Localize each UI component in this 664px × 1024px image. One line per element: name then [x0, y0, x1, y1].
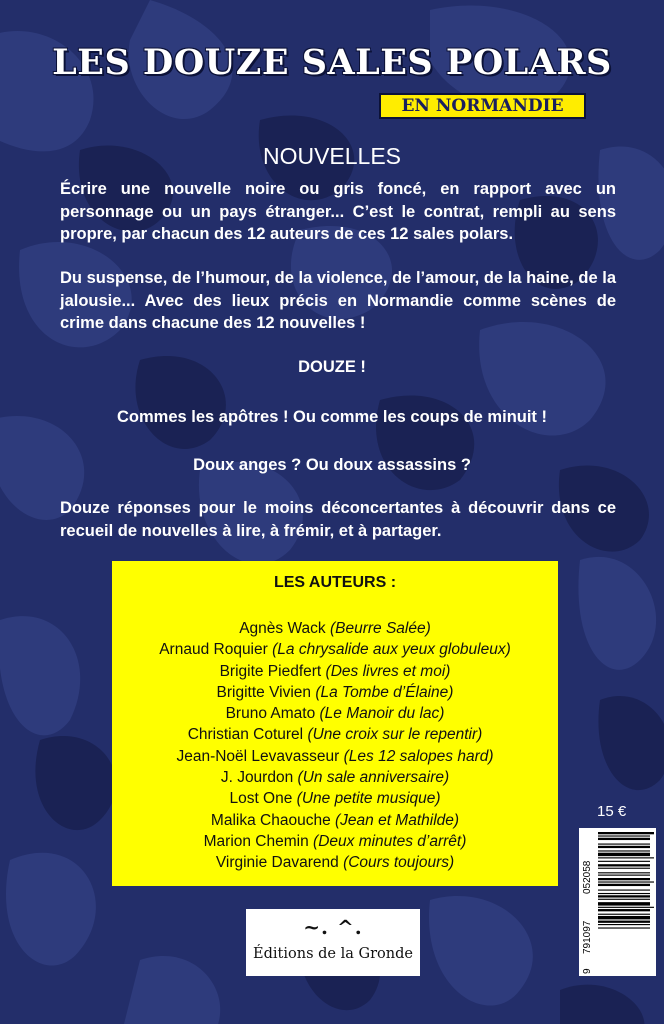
barcode-bar: [598, 868, 650, 869]
barcode-bar: [598, 861, 650, 862]
barcode-bar: [598, 832, 654, 834]
isbn-barcode: [579, 828, 656, 976]
barcode-digit-group: 052058: [582, 860, 593, 894]
price-label: 15 €: [597, 803, 627, 820]
author-work: (Jean et Mathilde): [335, 811, 460, 829]
author-name: Marion Chemin: [203, 832, 309, 850]
apotres-line: Commes les apôtres ! Ou comme les coups de minuit !: [116, 408, 548, 426]
author-item: [112, 639, 558, 660]
publisher-box: [246, 909, 420, 976]
subtitle-badge: EN NORMANDIE: [379, 93, 586, 119]
blurb-paragraph-1: Écrire une nouvelle noire ou gris foncé, en rapport avec un personnage ou un pays étranger... C’est le contrat, rempli au sens propre, par chacun des 12 auteurs de ces 12 sales polars.: [60, 180, 616, 243]
barcode-bars: [598, 830, 654, 974]
barcode-digit-group: 791097: [582, 920, 593, 954]
author-item: [112, 661, 558, 682]
barcode-bar: [598, 895, 650, 897]
barcode-bar: [598, 907, 654, 908]
author-work: (La Tombe d’Élaine): [315, 683, 454, 701]
author-name: Virginie Davarend: [215, 854, 339, 872]
barcode-bar: [598, 872, 650, 873]
author-name: Malika Chaouche: [210, 811, 331, 829]
author-item: [112, 746, 558, 767]
author-work: (Deux minutes d’arrêt): [313, 832, 467, 850]
barcode-bar: [598, 909, 650, 911]
blurb-paragraph-3: Douze réponses pour le moins déconcertantes à découvrir dans ce recueil de nouvelles à lire, à frémir, et à partager.: [60, 499, 616, 540]
barcode-bar: [598, 850, 650, 851]
author-work: (Cours toujours): [343, 854, 455, 872]
author-name: Christian Coturel: [187, 726, 304, 744]
barcode-digits: [579, 828, 599, 976]
author-item: [112, 788, 558, 809]
author-item: [112, 682, 558, 703]
barcode-bar: [598, 916, 650, 919]
douze-line: DOUZE !: [298, 358, 366, 376]
author-item: [112, 724, 558, 745]
barcode-bar: [598, 857, 654, 858]
blurb-paragraph-2: Du suspense, de l’humour, de la violence, de l’amour, de la haine, de la jalousie... Avec des lieux précis en Normandie comme scènes de crime dans chacune des 12 nouvelles !: [60, 269, 616, 332]
author-work: (Une petite musique): [296, 790, 441, 808]
barcode-bar: [598, 835, 650, 836]
barcode-bar: [598, 899, 650, 900]
barcode-bar: [598, 864, 650, 866]
author-name: Lost One: [229, 790, 293, 808]
author-work: (Une croix sur le repentir): [307, 726, 483, 744]
author-work: (La chrysalide aux yeux globuleux): [272, 641, 511, 659]
author-name: Agnès Wack: [239, 620, 326, 637]
author-item: [112, 810, 558, 831]
barcode-digit-group: 9: [582, 968, 593, 974]
barcode-bar: [598, 846, 650, 848]
author-name: J. Jourdon: [220, 769, 294, 787]
publisher-logo-icon: ~. ^.: [303, 915, 363, 939]
author-item: [112, 852, 558, 873]
author-name: Brigitte Vivien: [216, 683, 311, 701]
author-work: (Beurre Salée): [329, 620, 431, 637]
author-item: [112, 831, 558, 852]
publisher-name: Éditions de la Gronde: [253, 946, 413, 962]
barcode-bar: [598, 878, 650, 880]
barcode-bar: [598, 927, 650, 928]
author-work: (Un sale anniversaire): [297, 769, 450, 787]
barcode-bar: [598, 881, 654, 882]
barcode-bar: [598, 875, 650, 876]
authors-list: [112, 618, 558, 874]
barcode-bar: [598, 914, 650, 915]
author-item: [112, 618, 558, 639]
authors-box: [112, 561, 558, 886]
barcode-bar: [598, 902, 650, 905]
book-title: LES DOUZE SALES POLARS: [52, 42, 612, 83]
author-work: (Les 12 salopes hard): [343, 747, 494, 765]
anges-line: Doux anges ? Ou doux assassins ?: [193, 456, 471, 474]
author-name: Brigite Piedfert: [219, 662, 322, 680]
barcode-bar: [598, 890, 650, 891]
author-name: Jean-Noël Levavasseur: [176, 747, 340, 765]
barcode-bar: [598, 838, 650, 840]
author-name: Arnaud Roquier: [159, 641, 268, 659]
barcode-bar: [598, 924, 650, 925]
barcode-bar: [598, 893, 650, 894]
section-heading: NOUVELLES: [262, 143, 402, 169]
author-item: [112, 767, 558, 788]
barcode-bar: [598, 884, 650, 886]
author-work: (Le Manoir du lac): [319, 705, 445, 723]
barcode-bar: [598, 844, 650, 845]
barcode-bar: [598, 853, 650, 856]
authors-heading: LES AUTEURS :: [273, 574, 397, 591]
author-work: (Des livres et moi): [325, 662, 451, 680]
author-name: Bruno Amato: [225, 705, 316, 723]
author-item: [112, 703, 558, 724]
barcode-bar: [598, 921, 650, 923]
